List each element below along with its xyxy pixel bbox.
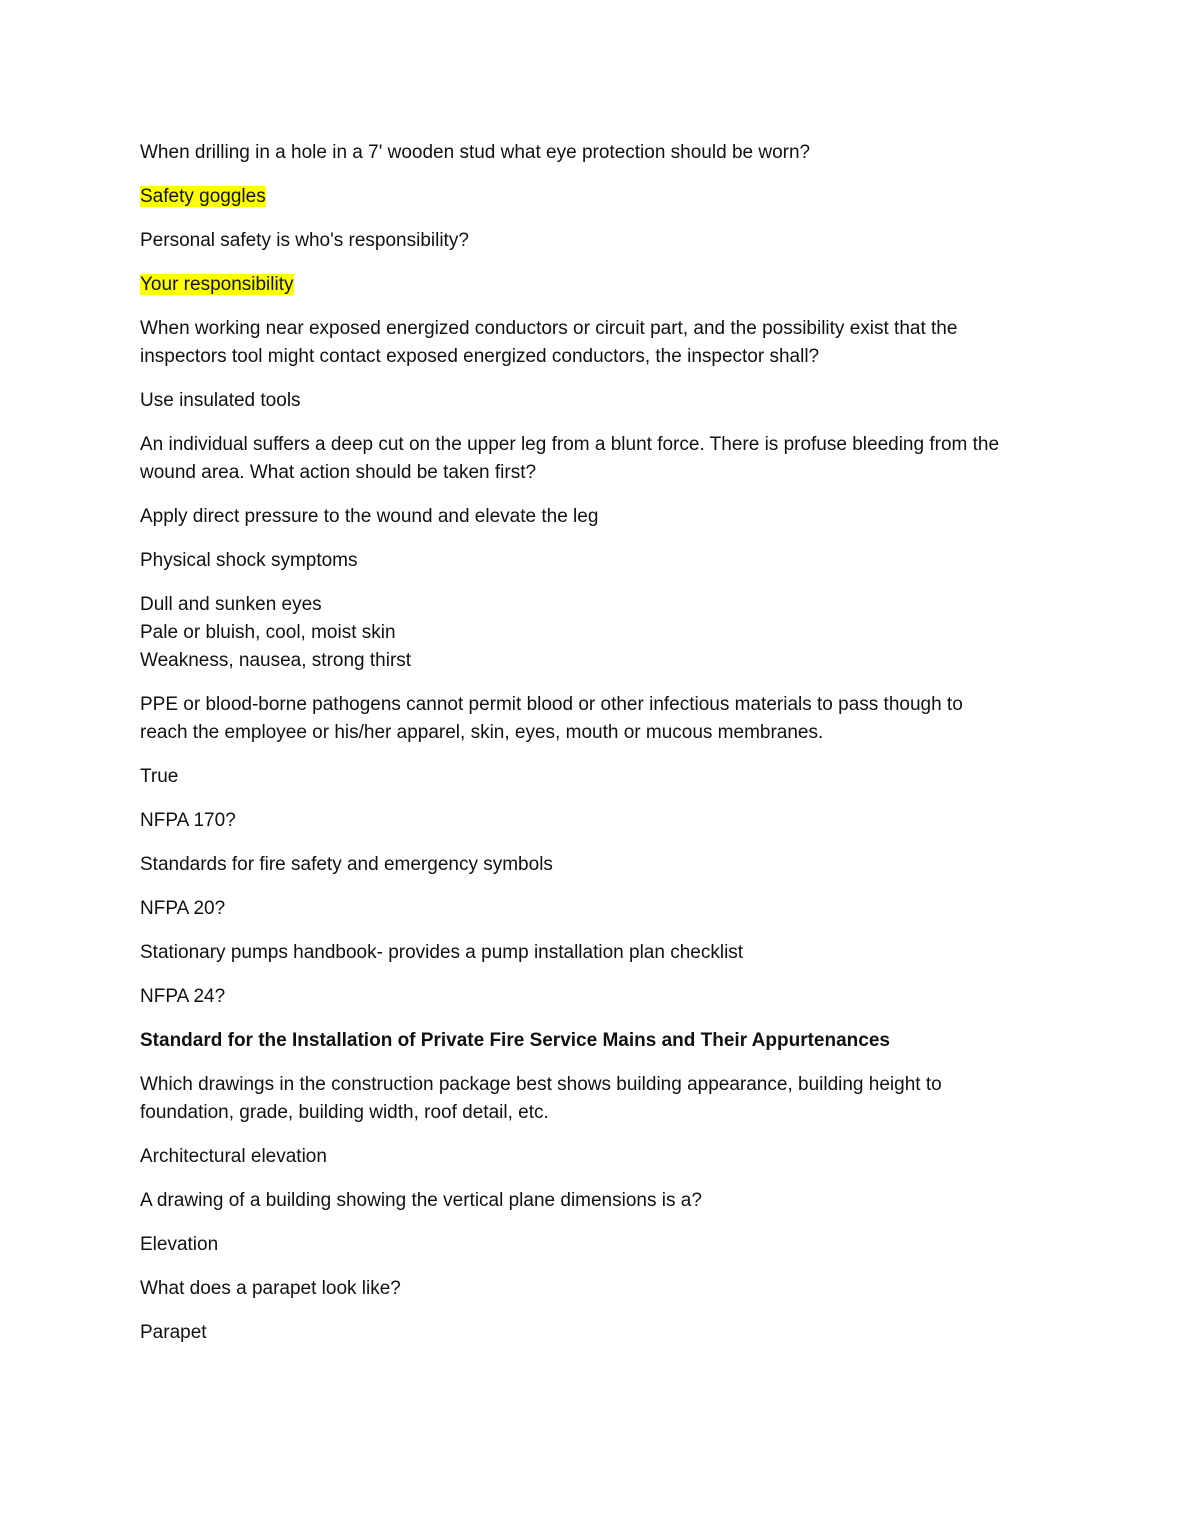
body-text: Elevation: [140, 1234, 219, 1255]
paragraph-line: [140, 271, 1050, 299]
body-text: Apply direct pressure to the wound and elevate the leg: [140, 506, 599, 527]
body-text: inspectors tool might contact exposed energized conductors, the inspector shall?: [140, 346, 820, 367]
document-paragraph: [140, 1275, 1050, 1303]
document-paragraph: [140, 1319, 1050, 1347]
body-text: A drawing of a building showing the vertical plane dimensions is a?: [140, 1190, 702, 1211]
body-text: When drilling in a hole in a 7' wooden stud what eye protection should be worn?: [140, 142, 811, 163]
paragraph-line: [140, 1319, 1050, 1347]
document-paragraph: [140, 1027, 1050, 1055]
paragraph-line: [140, 387, 1050, 415]
paragraph-line: [140, 431, 1050, 459]
paragraph-line: [140, 939, 1050, 967]
body-text: Personal safety is who's responsibility?: [140, 230, 469, 251]
body-text: An individual suffers a deep cut on the upper leg from a blunt force. There is profuse bleeding from the: [140, 434, 1000, 455]
document-paragraph: [140, 183, 1050, 211]
paragraph-line: [140, 503, 1050, 531]
paragraph-line: [140, 895, 1050, 923]
document-paragraph: [140, 227, 1050, 255]
body-text: Architectural elevation: [140, 1146, 327, 1167]
paragraph-line: [140, 459, 1050, 487]
document-paragraph: [140, 431, 1050, 487]
paragraph-line: [140, 807, 1050, 835]
document-paragraph: [140, 691, 1050, 747]
document-paragraph: [140, 1071, 1050, 1127]
document-paragraph: [140, 503, 1050, 531]
body-text: wound area. What action should be taken first?: [140, 462, 537, 483]
paragraph-line: [140, 1187, 1050, 1215]
body-text: reach the employee or his/her apparel, skin, eyes, mouth or mucous membranes.: [140, 722, 824, 743]
document-paragraph: [140, 1231, 1050, 1259]
paragraph-line: [140, 315, 1050, 343]
paragraph-line: [140, 547, 1050, 575]
paragraph-line: [140, 183, 1050, 211]
document-body: [140, 139, 1050, 1363]
paragraph-line: [140, 591, 1050, 619]
paragraph-line: [140, 691, 1050, 719]
paragraph-line: [140, 1275, 1050, 1303]
paragraph-line: [140, 983, 1050, 1011]
highlighted-text: Your responsibility: [140, 274, 294, 295]
document-paragraph: [140, 387, 1050, 415]
paragraph-line: [140, 647, 1050, 675]
paragraph-line: [140, 343, 1050, 371]
body-text: Parapet: [140, 1322, 207, 1343]
body-text: Weakness, nausea, strong thirst: [140, 650, 412, 671]
body-text: Stationary pumps handbook- provides a pump installation plan checklist: [140, 942, 744, 963]
body-text: True: [140, 766, 179, 787]
document-paragraph: [140, 139, 1050, 167]
body-text: PPE or blood-borne pathogens cannot permit blood or other infectious materials to pass though to: [140, 694, 963, 715]
body-text: Which drawings in the construction package best shows building appearance, building height to: [140, 1074, 942, 1095]
body-text: Standards for fire safety and emergency symbols: [140, 854, 553, 875]
document-paragraph: [140, 895, 1050, 923]
document-paragraph: [140, 983, 1050, 1011]
body-text: What does a parapet look like?: [140, 1278, 401, 1299]
body-text: Physical shock symptoms: [140, 550, 358, 571]
body-text: Dull and sunken eyes: [140, 594, 322, 615]
paragraph-line: [140, 1027, 1050, 1055]
paragraph-line: [140, 1231, 1050, 1259]
body-text: When working near exposed energized conductors or circuit part, and the possibility exist that the: [140, 318, 958, 339]
document-paragraph: [140, 315, 1050, 371]
body-text: foundation, grade, building width, roof detail, etc.: [140, 1102, 549, 1123]
paragraph-line: [140, 619, 1050, 647]
document-paragraph: [140, 763, 1050, 791]
body-text: Pale or bluish, cool, moist skin: [140, 622, 396, 643]
paragraph-line: [140, 139, 1050, 167]
document-paragraph: [140, 547, 1050, 575]
bold-text: Standard for the Installation of Private Fire Service Mains and Their Appurtenances: [140, 1030, 890, 1051]
document-paragraph: [140, 807, 1050, 835]
document-paragraph: [140, 271, 1050, 299]
document-paragraph: [140, 851, 1050, 879]
paragraph-line: [140, 1071, 1050, 1099]
paragraph-line: [140, 227, 1050, 255]
paragraph-line: [140, 1099, 1050, 1127]
body-text: Use insulated tools: [140, 390, 301, 411]
paragraph-line: [140, 851, 1050, 879]
body-text: NFPA 24?: [140, 986, 226, 1007]
document-paragraph: [140, 1143, 1050, 1171]
paragraph-line: [140, 1143, 1050, 1171]
document-paragraph: [140, 939, 1050, 967]
body-text: NFPA 170?: [140, 810, 236, 831]
paragraph-line: [140, 719, 1050, 747]
document-paragraph: [140, 591, 1050, 675]
document-paragraph: [140, 1187, 1050, 1215]
highlighted-text: Safety goggles: [140, 186, 266, 207]
paragraph-line: [140, 763, 1050, 791]
body-text: NFPA 20?: [140, 898, 226, 919]
